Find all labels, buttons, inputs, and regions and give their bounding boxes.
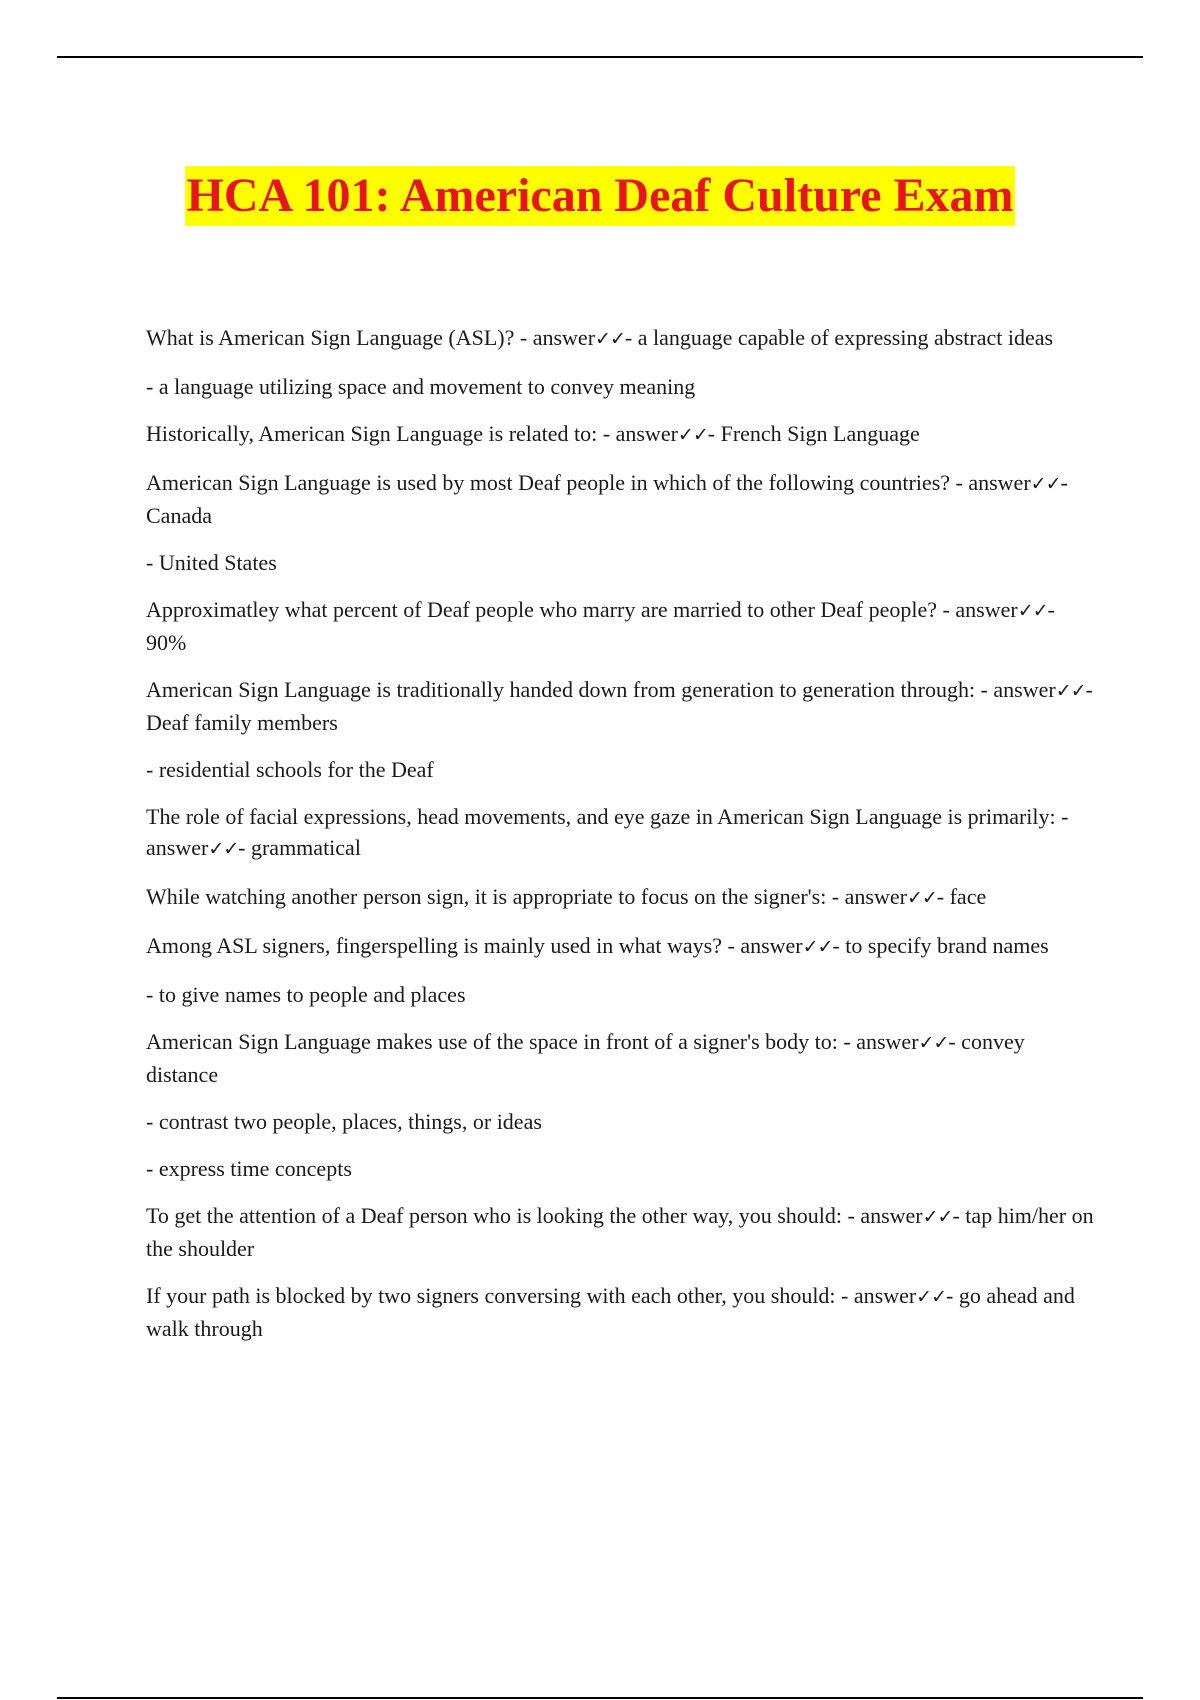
qa-entry: The role of facial expressions, head movements, and eye gaze in American Sign Language is primarily: - answer✓✓- grammatical [146, 804, 1069, 860]
check-icon: ✓✓ [208, 838, 239, 860]
check-icon: ✓✓ [677, 424, 708, 446]
check-icon: ✓✓ [1055, 680, 1086, 702]
qa-entry: If your path is blocked by two signers conversing with each other, you should: - answer✓✓- go ahead and walk through [146, 1283, 1075, 1341]
qa-entry: Among ASL signers, fingerspelling is mainly used in what ways? - answer✓✓- to specify brand names [146, 933, 1049, 958]
qa-entry: - United States [146, 550, 277, 575]
check-icon: ✓✓ [595, 328, 625, 350]
footer-rule [57, 1697, 1143, 1699]
check-icon: ✓✓ [1017, 600, 1048, 622]
qa-list [146, 322, 1096, 1360]
title-container [0, 166, 1200, 226]
qa-entry: - contrast two people, places, things, or ideas [146, 1109, 542, 1134]
qa-entry: - a language utilizing space and movement to convey meaning [146, 374, 696, 399]
check-icon: ✓✓ [916, 1286, 947, 1308]
check-icon: ✓✓ [922, 1206, 953, 1228]
qa-entry: American Sign Language is used by most Deaf people in which of the following countries? - answer✓✓- Canada [146, 470, 1068, 528]
qa-entry: American Sign Language makes use of the space in front of a signer's body to: - answer✓✓- convey distance [146, 1029, 1025, 1087]
check-icon: ✓✓ [1030, 473, 1061, 495]
check-icon: ✓✓ [918, 1032, 949, 1054]
qa-entry: To get the attention of a Deaf person who is looking the other way, you should: - answer✓✓- tap him/her on the shoulder [146, 1203, 1094, 1261]
check-icon: ✓✓ [802, 936, 833, 958]
qa-entry: - express time concepts [146, 1156, 352, 1181]
header-rule [57, 56, 1143, 58]
qa-entry: What is American Sign Language (ASL)? - answer✓✓- a language capable of expressing abstract ideas [146, 325, 1054, 350]
qa-entry: American Sign Language is traditionally handed down from generation to generation through: - answer✓✓- Deaf family members [146, 677, 1093, 735]
qa-entry: Approximatley what percent of Deaf people who marry are married to other Deaf people? - answer✓✓- 90% [146, 597, 1055, 655]
qa-entry: - residential schools for the Deaf [146, 757, 434, 782]
qa-entry: - to give names to people and places [146, 982, 466, 1007]
check-icon: ✓✓ [906, 887, 937, 909]
qa-entry: While watching another person sign, it is appropriate to focus on the signer's: - answer✓✓- face [146, 884, 987, 909]
document-title: HCA 101: American Deaf Culture Exam [185, 166, 1014, 226]
qa-entry: Historically, American Sign Language is related to: - answer✓✓- French Sign Language [146, 421, 920, 446]
